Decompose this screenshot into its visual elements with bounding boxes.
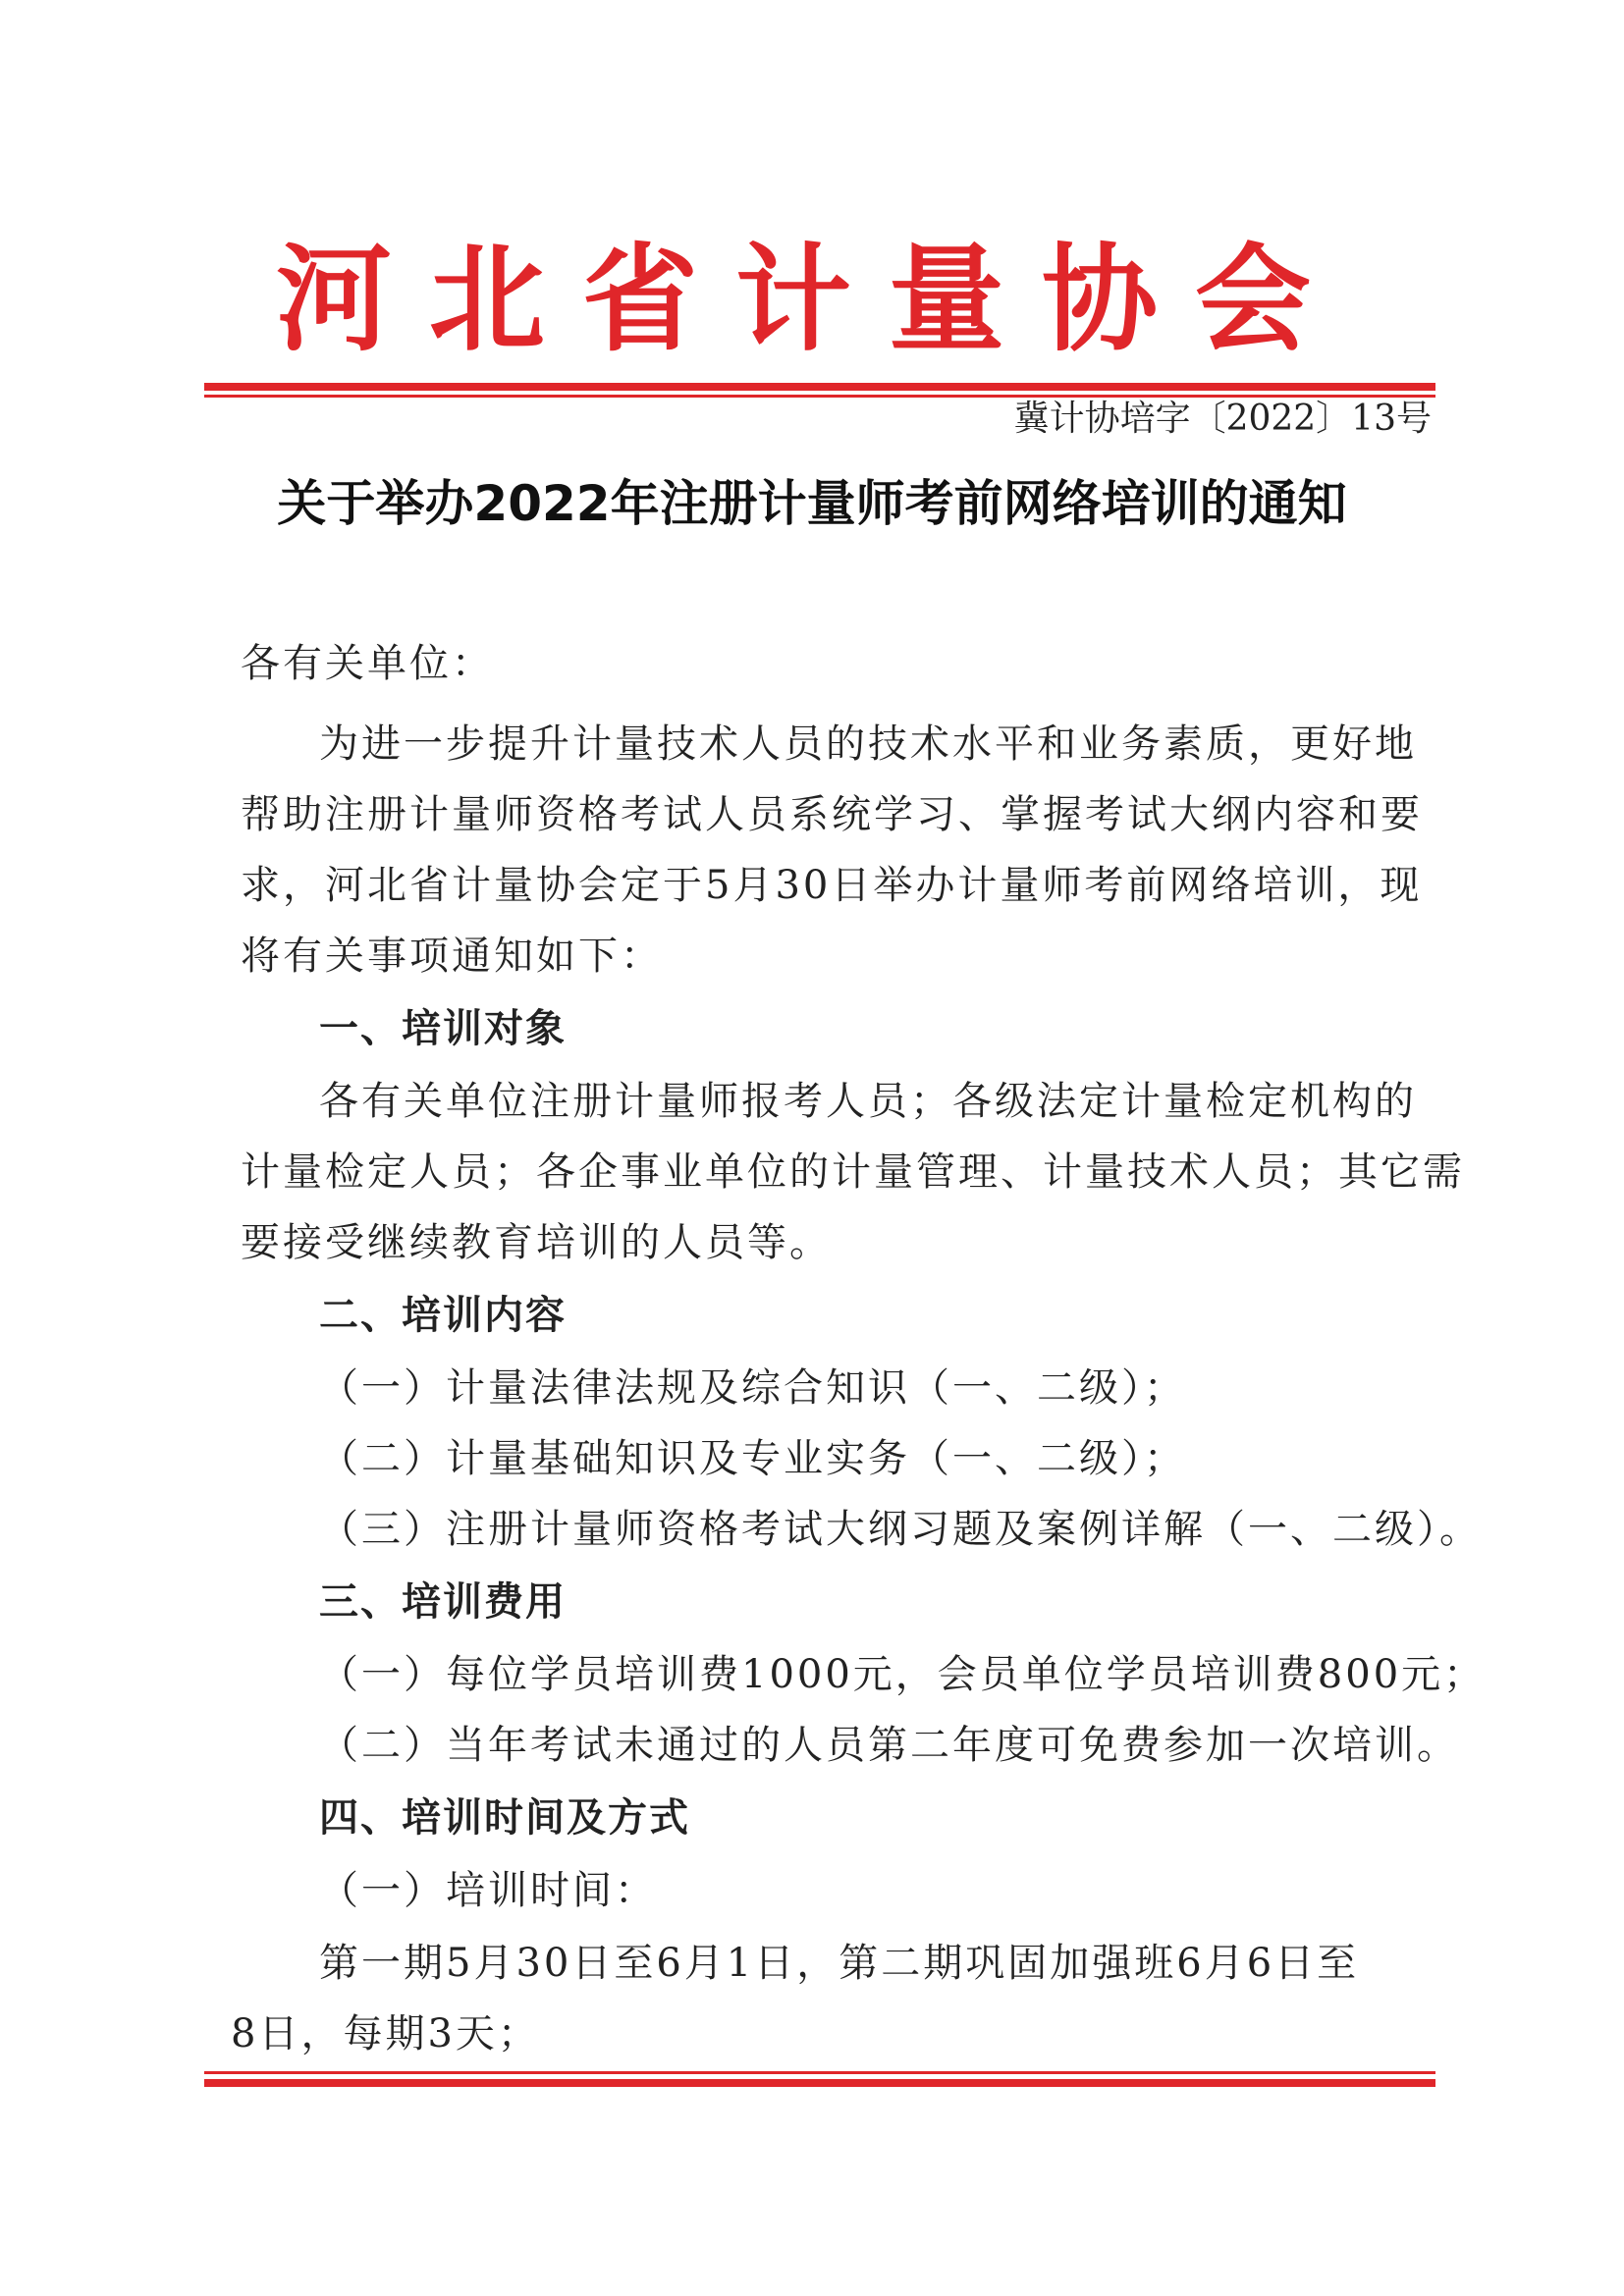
section-4-line-2: 8日，每期3天； xyxy=(231,2011,540,2056)
document-number: 冀计协培字〔2022〕13号 xyxy=(1013,399,1432,439)
section-2-item-2: （二）计量基础知识及专业实务（一、二级）； xyxy=(319,1436,1186,1481)
section-2-item-3: （三）注册计量师资格考试大纲习题及案例详解（一、二级）。 xyxy=(319,1507,1482,1552)
section-3-item-1: （一）每位学员培训费1000元，会员单位学员培训费800元； xyxy=(319,1652,1487,1697)
section-2-item-1: （一）计量法律法规及综合知识（一、二级）； xyxy=(319,1365,1186,1411)
section-1-line-2: 计量检定人员；各企事业单位的计量管理、计量技术人员；其它需 xyxy=(241,1149,1465,1195)
section-4-line-1: 第一期5月30日至6月1日，第二期巩固加强班6月6日至 xyxy=(319,1941,1360,1986)
section-3-item-2: （二）当年考试未通过的人员第二年度可免费参加一次培训。 xyxy=(319,1723,1459,1768)
salutation: 各有关单位： xyxy=(241,641,494,686)
header-rule-thick xyxy=(204,383,1435,391)
org-letterhead-title: 河北省计量协会 xyxy=(275,231,1348,367)
section-2-heading: 二、培训内容 xyxy=(319,1293,567,1338)
section-1-line-3: 要接受继续教育培训的人员等。 xyxy=(241,1220,832,1265)
intro-line-3: 求，河北省计量协会定于5月30日举办计量师考前网络培训，现 xyxy=(241,863,1423,908)
intro-line-2: 帮助注册计量师资格考试人员系统学习、掌握考试大纲内容和要 xyxy=(241,792,1423,837)
footer-rule-thick xyxy=(204,2079,1435,2087)
section-1-line-1: 各有关单位注册计量师报考人员；各级法定计量检定机构的 xyxy=(319,1079,1417,1124)
section-1-heading: 一、培训对象 xyxy=(319,1006,567,1051)
section-4-sub-1: （一）培训时间： xyxy=(319,1868,657,1913)
section-3-heading: 三、培训费用 xyxy=(319,1579,567,1625)
footer-rule-thin xyxy=(204,2071,1435,2074)
section-4-heading: 四、培训时间及方式 xyxy=(319,1795,690,1841)
intro-line-1: 为进一步提升计量技术人员的技术水平和业务素质，更好地 xyxy=(319,721,1417,767)
intro-line-4: 将有关事项通知如下： xyxy=(241,934,663,979)
document-title: 关于举办2022年注册计量师考前网络培训的通知 xyxy=(277,475,1347,532)
